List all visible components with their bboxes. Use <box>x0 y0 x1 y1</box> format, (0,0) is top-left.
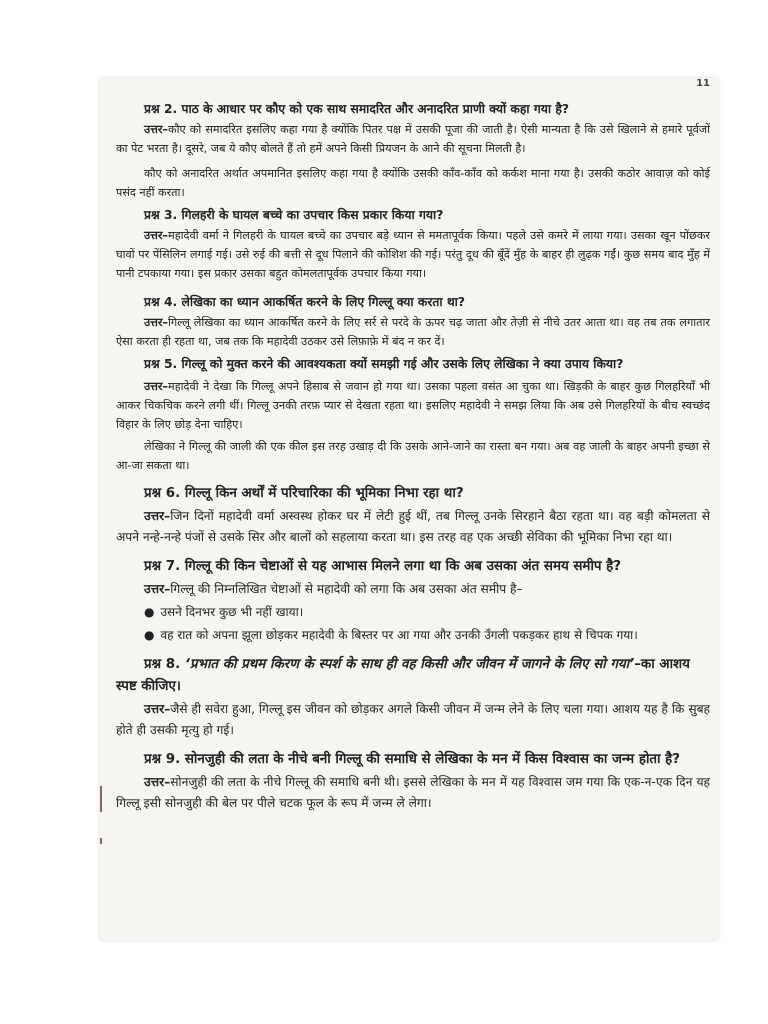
answer-5b: लेखिका ने गिल्लू की जाली की एक कील इस तरह उखाड़ दी कि उसके आने-जाने का रास्ता बन गया। अब वह जाली के बाहर अपनी इच्छा से आ-जा सकता था। <box>116 440 710 472</box>
question-2: प्रश्न 2. पाठ के आधार पर कौए को एक साथ समादरित और अनादरित प्राणी क्यों कहा गया है? <box>144 102 570 116</box>
bullet-icon: ● <box>144 605 155 619</box>
answer-7: उत्तर–गिल्लू की निम्नलिखित चेष्टाओं से महादेवी को लगा कि अब उसका अंत समीप है– <box>144 582 523 596</box>
answer-9: उत्तर–सोनजुही की लता के नीचे गिल्लू की समाधि बनी थी। इससे लेखिका के मन में यह विश्वास जम गया कि एक-न-एक दिन यह गिल्लू इसी सोनजुही की बेल पर पीले चटक फूल के रूप में जन्म ले लेगा। <box>116 775 710 810</box>
answer-3: उत्तर–महादेवी वर्मा ने गिलहरी के घायल बच्चे का उपचार बड़े ध्यान से ममतापूर्वक किया। पहले उसे कमरे में लाया गया। उसका खून पोंछकर घावों पर पेंसिलिन लगाई गई। उसे रुई की बत्ती से दूध पिलाने की कोशिश की गई। परंतु दूध की बूँदें मुँह के बाहर ही लुढ़क गईं। कुछ समय बाद मुँह में पानी टपकाया गया। इस प्रकार उसका बहुत कोमलतापूर्वक उपचार किया गया। <box>116 229 710 280</box>
answer-8: उत्तर–जैसे ही सवेरा हुआ, गिल्लू इस जीवन को छोड़कर अगले किसी जीवन में जन्म लेने के लिए चला गया। आशय यह है कि सुबह होते ही उसकी मृत्यु हो गई। <box>116 702 710 737</box>
page-content <box>116 96 710 814</box>
page-number: 11 <box>696 78 710 89</box>
list-item: ● वह रात को अपना झूला छोड़कर महादेवी के बिस्तर पर आ गया और उनकी उँगली पकड़कर हाथ से चिपक गया। <box>144 628 638 642</box>
margin-mark <box>100 838 102 844</box>
answer-6: उत्तर–जिन दिनों महादेवी वर्मा अस्वस्थ होकर घर में लेटी हुई थीं, तब गिल्लू उनके सिरहाने बैठा रहता था। वह बड़ी कोमलता से अपने नन्हे-नन्हे पंजों से उसके सिर और बालों को सहलाया करता था। इस तरह वह एक अच्छी सेविका की भूमिका निभा रहा था। <box>116 509 710 544</box>
answer-5a: उत्तर–महादेवी ने देखा कि गिल्लू अपने हिसाब से जवान हो गया था। उसका पहला वसंत आ चुका था। खिड़की के बाहर कुछ गिलहरियाँ भी आकर चिकचिक करने लगी थीं। गिल्लू उनकी तरफ़ प्यार से देखता रहता था। इसलिए महादेवी ने समझ लिया कि अब उसे गिलहरियों के बीच स्वच्छंद विहार के लिए छोड़ देना चाहिए। <box>116 380 710 431</box>
question-6: प्रश्न 6. गिल्लू किन अर्थों में परिचारिका की भूमिका निभा रहा था? <box>144 486 464 501</box>
scanned-page <box>100 78 718 940</box>
question-3: प्रश्न 3. गिलहरी के घायल बच्चे का उपचार किस प्रकार किया गया? <box>144 208 444 222</box>
list-item: ● उसने दिनभर कुछ भी नहीं खाया। <box>144 605 304 619</box>
question-8: प्रश्न 8. ‘प्रभात की प्रथम किरण के स्पर्श के साथ ही वह किसी और जीवन में जागने के लिए सो गया’–का आशय स्पष्ट कीजिए। <box>116 657 690 694</box>
answer-2a: उत्तर–कौए को समादरित इसलिए कहा गया है क्योंकि पितर पक्ष में उसकी पूजा की जाती है। ऐसी मान्यता है कि उसे खिलाने से हमारे पूर्वजों का पेट भरता है। दूसरे, जब ये कौए बोलते हैं तो हमें अपने किसी प्रियजन के आने की सूचना मिलती है। <box>116 123 710 155</box>
margin-mark <box>100 786 102 812</box>
question-4: प्रश्न 4. लेखिका का ध्यान आकर्षित करने के लिए गिल्लू क्या करता था? <box>144 295 466 309</box>
bullet-icon: ● <box>144 628 155 642</box>
question-5: प्रश्न 5. गिल्लू को मुक्त करने की आवश्यकता क्यों समझी गई और उसके लिए लेखिका ने क्या उपाय किया? <box>144 357 624 371</box>
answer-4: उत्तर–गिल्लू लेखिका का ध्यान आकर्षित करने के लिए सर्र से परदे के ऊपर चढ़ जाता और तेज़ी से नीचे उतर आता था। वह तब तक लगातार ऐसा करता ही रहता था, जब तक कि महादेवी उठकर उसे लिफ़ाफ़े में बंद न कर दें। <box>116 316 710 348</box>
question-7: प्रश्न 7. गिल्लू की किन चेष्टाओं से यह आभास मिलने लगा था कि अब उसका अंत समय समीप है? <box>144 559 622 574</box>
question-9: प्रश्न 9. सोनजुही की लता के नीचे बनी गिल्लू की समाधि से लेखिका के मन में किस विश्वास का जन्म होता है? <box>144 752 681 767</box>
answer-2b: कौए को अनादरित अर्थात अपमानित इसलिए कहा गया है क्योंकि उसकी काँव-काँव को कर्कश माना गया है। उसकी कठोर आवाज़ को कोई पसंद नहीं करता। <box>116 167 710 199</box>
